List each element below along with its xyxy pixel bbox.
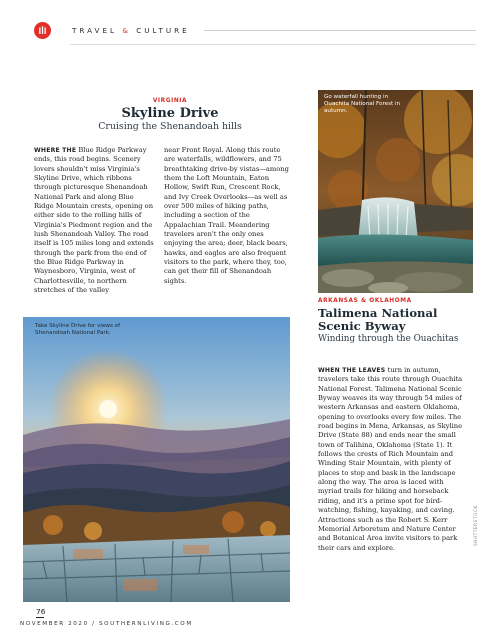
story2-body-text: turn in autumn, travelers take this route through Ouachita National Forest. Talimena National Scenic Byway weaves its way through 54 miles of western Arkansas and eastern Oklahoma, opening to overlooks every few miles. The road begins in Mena, Arkansas, as Skyline Drive (State 88) and ends near the small town of Talihina, Oklahoma (State 1). It follows the crests of Rich Mountain and Winding Stair Mountain, with plenty of places to stop and bask in the landscape along the way. The area is laced with myriad trails for hiking and horseback riding, and it's a prime spot for bird-watching, fishing, kayaking, and caving. Attractions such as the Robert S. Kerr Memorial Arboretum and Nature Center and Botanical Area invite visitors to park their cars and explore.	[318, 366, 463, 552]
header-rule-lower	[70, 44, 476, 45]
waterfall-photo-caption: Go waterfall hunting in Ouachita National Forest in autumn.	[324, 94, 401, 115]
story2-eyebrow: ARKANSAS & OKLAHOMA	[318, 298, 412, 304]
story1-lead-in: WHERE THE	[34, 147, 77, 154]
story2-deck: Winding through the Ouachitas	[318, 334, 459, 345]
kicker-ampersand: &	[122, 26, 131, 35]
kicker-culture: CULTURE	[136, 26, 190, 35]
sunset-illustration	[23, 317, 290, 602]
magazine-logo-icon	[34, 22, 51, 39]
waterfall-photo	[318, 90, 473, 293]
story1-eyebrow: VIRGINIA	[152, 98, 188, 104]
section-kicker	[72, 26, 190, 35]
header-rule	[204, 30, 476, 31]
photo-credit: SHUTTERSTOCK	[473, 505, 478, 546]
story2-lead-in: WHEN THE LEAVES	[318, 367, 386, 374]
shenandoah-sunset-photo	[23, 317, 290, 602]
story1-column-1	[34, 146, 154, 296]
waterfall-illustration	[318, 90, 473, 293]
section-header	[14, 16, 476, 46]
page-footer: NOVEMBER 2020 / SOUTHERNLIVING.COM	[20, 621, 193, 627]
story1-headline-block	[34, 98, 306, 133]
sunset-photo-caption: Take Skyline Drive for views of Shenandoah National Park.	[35, 323, 121, 337]
story1-column-1-text: Blue Ridge Parkway ends, this road begins. Scenery lovers shouldn't miss Virginia's Skyline Drive, which ribbons through picturesque Shenandoah National Park and along Blue Ridge Mountain crests, opening on either side to the rolling hills of Virginia's Piedmont region and the lush Shenandoah Valley. The road itself is 105 miles long and extends through the park from the end of the Blue Ridge Parkway in Waynesboro, Virginia, west of Charlottesville, to northern stretches of the valley	[34, 146, 154, 295]
folio-rule	[36, 617, 44, 618]
page-number: 76	[36, 607, 46, 616]
story2-title: Talimena National Scenic Byway	[318, 306, 438, 333]
story2-body	[318, 366, 468, 553]
logo-mark-icon	[37, 25, 48, 36]
kicker-travel: TRAVEL	[72, 26, 118, 35]
story1-column-2: near Front Royal. Along this route are waterfalls, wildflowers, and 75 breathtaking drive-by vistas—among them the Loft Mountain, Eaton Hollow, Swift Run, Crescent Rock, and Ivy Creek Overlooks—as well as over 500 miles of hiking paths, including a section of the Appalachian Trail. Meandering travelers aren't the only ones enjoying the area; deer, black bears, hawks, and eagles are also frequent visitors to the park, where they, too, can get their fill of Shenandoah sights.	[164, 146, 289, 285]
story2-headline-block	[318, 298, 468, 345]
story1-deck: Cruising the Shenandoah hills	[98, 121, 242, 132]
story1-title: Skyline Drive	[121, 106, 219, 121]
